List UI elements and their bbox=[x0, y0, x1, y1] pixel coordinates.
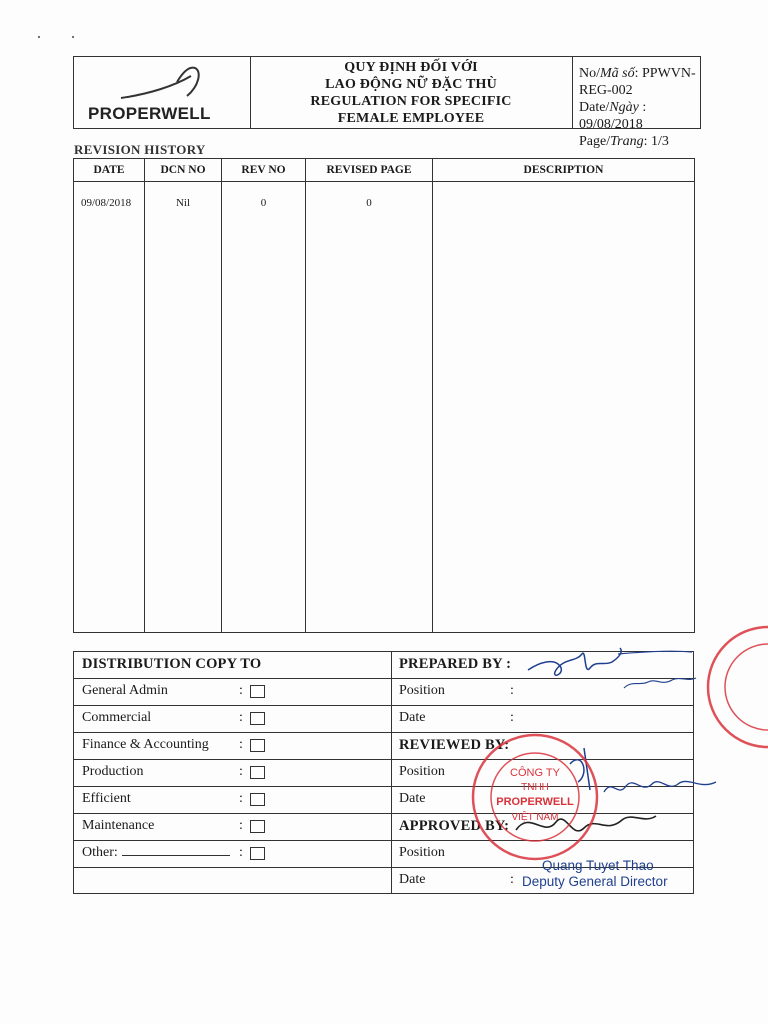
approver-name: Quang Tuyet Thao bbox=[542, 858, 654, 873]
table-row: Production : Position bbox=[74, 760, 693, 787]
column-header: REV NO bbox=[222, 159, 306, 182]
cell-description bbox=[433, 182, 695, 633]
title-line: LAO ĐỘNG NỮ ĐẶC THÙ bbox=[325, 76, 497, 92]
table-row: Maintenance : APPROVED BY: bbox=[74, 814, 693, 841]
distribution-item-commercial: Commercial bbox=[82, 710, 152, 725]
commercial-checkbox[interactable] bbox=[250, 712, 265, 725]
doc-number: No/Mã số: PPWVN-REG-002 bbox=[579, 66, 696, 98]
revision-history-table bbox=[73, 158, 695, 633]
position-label: Position bbox=[399, 845, 445, 860]
reviewed-by-label: REVIEWED BY: bbox=[399, 737, 510, 753]
column-header: DCN NO bbox=[145, 159, 222, 182]
table-row: Finance & Accounting : REVIEWED BY: bbox=[74, 733, 693, 760]
svg-text:VIỆT NAM: VIỆT NAM bbox=[511, 812, 559, 823]
svg-text:TNHH: TNHH bbox=[521, 782, 549, 793]
approved-by-label: APPROVED BY: bbox=[399, 818, 510, 834]
column-header: DATE bbox=[74, 159, 145, 182]
company-stamp-icon bbox=[465, 732, 605, 862]
general-admin-checkbox[interactable] bbox=[250, 685, 265, 698]
title-line: REGULATION FOR SPECIFIC bbox=[310, 93, 512, 109]
cell-rev-no: 0 bbox=[222, 182, 306, 633]
properwell-logo-icon bbox=[119, 64, 229, 104]
production-checkbox[interactable] bbox=[250, 766, 265, 779]
table-row: Other: : Position bbox=[74, 841, 693, 868]
doc-date: Date/Ngày : 09/08/2018 bbox=[579, 100, 647, 132]
distribution-item-production: Production bbox=[82, 764, 144, 779]
table-row: Date : bbox=[399, 872, 514, 887]
doc-page: Page/Trang: 1/3 bbox=[579, 134, 669, 149]
position-label: Position bbox=[399, 764, 445, 779]
svg-text:CÔNG TY: CÔNG TY bbox=[510, 767, 560, 779]
svg-text:PROPERWELL: PROPERWELL bbox=[496, 796, 574, 808]
scan-dot bbox=[38, 36, 40, 38]
logo-text: PROPERWELL bbox=[88, 104, 211, 123]
prepared-by-label: PREPARED BY : bbox=[399, 656, 512, 672]
document-header bbox=[73, 56, 701, 149]
title-line: FEMALE EMPLOYEE bbox=[337, 110, 485, 126]
other-blank-field[interactable] bbox=[122, 845, 230, 856]
cell-date: 09/08/2018 bbox=[74, 182, 145, 633]
column-header: DESCRIPTION bbox=[433, 159, 695, 182]
date-label: Date bbox=[399, 710, 426, 725]
distribution-item-other: Other: bbox=[82, 845, 230, 861]
cell-revised-page: 0 bbox=[306, 182, 433, 633]
table-row: Commercial : Date : bbox=[74, 706, 693, 733]
other-checkbox[interactable] bbox=[250, 847, 265, 860]
position-label: Position bbox=[399, 683, 445, 698]
table-row bbox=[74, 182, 695, 633]
document-meta bbox=[572, 57, 700, 149]
date-label: Date bbox=[399, 791, 426, 806]
distribution-item-general-admin: General Admin bbox=[82, 683, 168, 698]
efficient-checkbox[interactable] bbox=[250, 793, 265, 806]
cell-dcn-no: Nil bbox=[145, 182, 222, 633]
scan-dot bbox=[72, 36, 74, 38]
document-title bbox=[250, 57, 573, 128]
distribution-item-maintenance: Maintenance bbox=[82, 818, 155, 833]
column-header: REVISED PAGE bbox=[306, 159, 433, 182]
title-line: QUY ĐỊNH ĐỐI VỚI bbox=[344, 59, 478, 75]
preparer-signature-icon bbox=[520, 640, 700, 700]
table-row: Efficient : Date bbox=[74, 787, 693, 814]
date-label: Date bbox=[399, 872, 426, 887]
approver-title: Deputy General Director bbox=[522, 874, 668, 889]
logo-cell bbox=[74, 57, 251, 128]
distribution-item-efficient: Efficient bbox=[82, 791, 131, 806]
company-stamp-partial-icon bbox=[700, 622, 768, 752]
finance-accounting-checkbox[interactable] bbox=[250, 739, 265, 752]
distribution-title: DISTRIBUTION COPY TO bbox=[82, 656, 262, 672]
table-row: General Admin : Position : bbox=[74, 679, 693, 706]
table-header-row bbox=[74, 159, 695, 182]
maintenance-checkbox[interactable] bbox=[250, 820, 265, 833]
distribution-item-finance-accounting: Finance & Accounting bbox=[82, 737, 209, 752]
revision-history-title: REVISION HISTORY bbox=[74, 142, 206, 157]
